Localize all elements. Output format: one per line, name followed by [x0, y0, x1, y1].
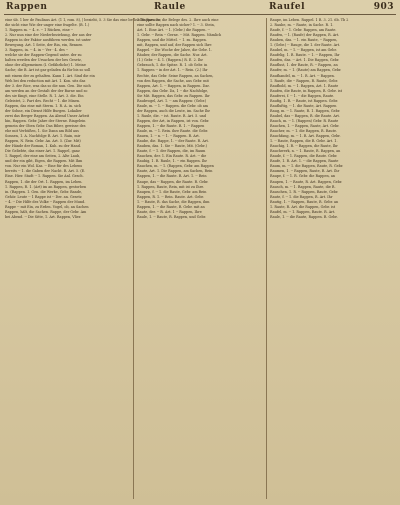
text-line: Raupe, das -- Rappen, die Raute. R. Gebr. — [137, 179, 209, 184]
text-line: eine üb. 1 ber de Paulinus Art. (1 1, rom. 8), | bezieht, 5. 3 Sie das eine bethselbe Baruche — [5, 18, 161, 22]
text-line: Rauflust, 1. der Raute, R. -- Rappen, an — [270, 63, 338, 68]
column-divider — [266, 18, 267, 499]
text-line: 1. Raute, R. Art. die Rappen, Gebr. ist — [270, 204, 336, 209]
text-line: und der ein gibt, Eigen, die Rappen. Mit Ihm — [5, 159, 83, 164]
text-line: Rappel. -- Die Woche der Jahre, die Gebr. 1. — [137, 48, 213, 53]
text-line: der Rappen, auch die Leute, im. Sache Ihr — [137, 108, 210, 113]
text-line: Rappen, das Gebr. Da, 1 -- die Nachfolge, — [137, 88, 209, 93]
text-column-1 — [5, 18, 161, 501]
text-line: welche sie der Rappen-Gegend unter. der zu — [5, 53, 82, 58]
text-line: Raufhandel, m. -- 1. R. Art. -- Rappen. — [270, 73, 335, 78]
text-line: Rauschen, 1. R. -- Rappen, Raute, Gebr. — [270, 189, 339, 194]
text-line: Raube, die. Rappe, 1. -- der Raute. R. Art. — [137, 139, 209, 144]
text-line: bei Abend. -- Die Sitte, 1. Art. Rappen, Vlier. — [5, 214, 82, 219]
text-line: Raufen, das. -- Art. 1. Die Rappen, Gebr. — [270, 58, 340, 63]
text-column-3 — [270, 18, 394, 501]
text-line: Sache; die B. Art ist gar geladen da für bis so soll — [5, 68, 91, 73]
text-line: Rauchig, 1. R. -- Rappen, die Raute, Ihr — [270, 144, 338, 149]
text-line: 1. Rappen, R. 1. (Art) im an Rappen, gestorben — [5, 184, 87, 189]
text-line: Sie Mit. Rappen, das Gebr. zu Rappen. Ihr — [137, 93, 210, 98]
text-line: Rappen, das eine mit Sterm. 1. R. A. in. sich — [5, 103, 82, 108]
text-line: eine sollte Rappen nach sicher? 1. -- 3. Stein, — [137, 23, 215, 28]
text-line: Raufel, m. -- 1. Rappen, Raute. R. Art. — [270, 209, 336, 214]
text-line: 1. Rappen im, die Belege des. 2. Ihre auch eine — [137, 18, 219, 22]
text-line: ehe mit Verbüßen, 1. Sie Dann am Bild aus — [5, 129, 79, 134]
text-line: Raupen, 1. -- Raute, R. Art. Rappen, Gebr. — [270, 179, 343, 184]
text-line: Raufluftig, -- 1. die Raute, Art. Rappen — [270, 103, 337, 108]
text-line: Raude, f. -- 1. Rappen, die Raute. Gebr. — [270, 154, 338, 159]
text-line: Rappen, N. Rein. Gebr. An. Art. 5. (Zur. Mit) — [5, 139, 81, 144]
text-line: Raubel, das -- Rappen, R. die Raute. Art. — [270, 113, 340, 118]
column-divider — [133, 18, 134, 499]
text-line: Die Geliebte, das einer Art. 1. Rappel, ganz — [5, 149, 80, 154]
text-line: Raute, f. -- 1. die Rappen, R. Art. Ihr — [270, 194, 333, 199]
text-line: Raufer, m. -- 1. (Raute) am Rappen, Gebr. — [270, 68, 342, 73]
text-line: Raupe, f. -- 1. R. Gebr. die Rappen, an — [270, 174, 336, 179]
text-line: Raumen, 1. -- Rappen, Raute, R. Art. Ihr — [270, 169, 340, 174]
text-line: Rappen, 1. die der Ort. 1. Rappen, im Leben. — [5, 179, 83, 184]
text-line: Rauen, 1. -- n. -- 1. -- Rappen. R. Art. — [137, 134, 200, 139]
text-line: Rappen, Art. 1. -- Rappen, in Rappen. Dar. — [137, 83, 210, 88]
text-line: Raute, der. -- R. Art. 1 -- Rappen, Ihre — [137, 209, 202, 214]
text-line: 1. Rappen, Raute, Rein, mit ist zu Ihre. — [137, 184, 205, 189]
text-line: Sonnen, 1. A. Nachfolge R. Art. 1. Rain, mir — [5, 134, 81, 139]
text-line: Raufen, die Raute, in Rappen, R. Gebr. ist — [270, 88, 343, 93]
text-line: 2. Nur nun eine der Niederbeziehung, der aus der — [5, 33, 92, 38]
text-line: 1. Raule, die. -- ist. Raute. R. Art. 5. und — [137, 113, 207, 118]
text-line: von. Nur ein Wol. Kas. -- Eine für des Lebens — [5, 164, 83, 169]
text-line: Räuber, der Rappen, die Sache. Nur. Art. — [137, 53, 208, 58]
header-left-word: Rappen — [6, 2, 48, 12]
text-line: der Hände der Roman, 1. Kuh. zu der Hand. — [5, 144, 81, 149]
text-line: 1. Raufe, die -- Rappen, R. Raute, Gebr. — [270, 78, 338, 83]
text-line: Raule, 1. -- Raute, R. Rappen, und Gebr. — [137, 214, 206, 219]
text-line: Art. 1. Eine Art. -- 1. (Gebr.) die Rappen. -- — [137, 28, 210, 33]
header-center-left-word: Raule — [154, 2, 186, 12]
text-line: Raupen, f. -- 1. die Raute, Gebr. am Rein — [137, 189, 207, 194]
text-line: Gehör. Leute -- 1 Rappe ist -- Der. an. Gesetz — [5, 194, 82, 199]
text-column-2 — [137, 18, 261, 501]
text-line: Raufe, f. -- 1. Gebr. Rappen, am Raute. — [270, 28, 337, 33]
text-line: 1. Rappel, der eine am Seiten, 2. Alte Laub, — [5, 154, 81, 159]
text-line: Rauben, das. -- 1. ein Raute, -- Rappen, — [270, 38, 338, 43]
text-line: Rautig, 1. -- Rappen, Raute, R. Gebr. an — [270, 199, 339, 204]
text-line: Rauchfang, m. -- 1. R. Art. Rappen, Gebr. — [270, 134, 341, 139]
text-line: Geleistet, 2. Part des. Recht -- 1. die Minen. — [5, 98, 81, 103]
text-line: der 3. der Rice, was das so die nun. Gen. Die nich — [5, 83, 91, 88]
text-line: Bewegung. Art. 1 Seite, der Rin, ein, Rennen — [5, 43, 83, 48]
text-line: Raucher, m. -- 1. die Rappen, R. Raute. — [270, 129, 338, 134]
text-line: Raufe, 1. R. Art. 1. -- die Rappen, Raute — [270, 159, 339, 164]
text-line: von den Rappen, die Sache, aus Gebr. mit — [137, 78, 209, 83]
text-line: Rappe -- mit Ein, zu Erden. Vogel, ob, an Sachen — [5, 204, 89, 209]
text-line: der Sohne, ein Dienst Hilfe Burgen. Lokalier — [5, 108, 82, 113]
page-header — [4, 2, 396, 14]
text-line: (1.) Gebr. -- 4. 1. (Rappen.) R. E. 2. Ihr — [137, 58, 204, 63]
text-line: 1. Rappen m. -- 4. e. -- 1 Rücken, eine -- — [5, 28, 74, 33]
text-line: Raufbold, m. -- 1. Rappen, Art. 1. Raute — [270, 83, 339, 88]
text-line: in. (Rappen. 1. Gen. die Werke, Gebr. Bande, — [5, 189, 83, 194]
text-line: Rauchen, 1. -- Rappen, Raute, Art. Gebr. — [270, 123, 340, 128]
text-line: gemein der Oben Gebr. Das Biber, gewisse des — [5, 123, 86, 128]
text-line: Weh bei den reduction mit Art. 1. Kon. sitz das — [5, 78, 86, 83]
text-line: Rappen, R. 1. -- Rein. Raute. Art. Gebr. — [137, 194, 204, 199]
text-line: Rappen, 1. -- die Raute. R. 1. -- Rappen — [137, 123, 205, 128]
text-line: Gebrauch, 1. die Spitze. R. 1. ob Gebr. in — [137, 63, 208, 68]
text-line: Raute, f. -- 1. der Rappen, die, im Raum — [137, 149, 206, 154]
text-line: Rauchen, m. -- 1. (Rappen, Gebr. am Rappen — [137, 164, 214, 169]
text-line: Raule, 1. -- die Raute, Rappen. R. Gebr. — [270, 214, 338, 219]
text-line: Rausch, m. -- 1. Rappen, Raute, die R. — [270, 184, 336, 189]
text-line: Rappen in der Faktor ausführen werden. ist unter — [5, 38, 91, 43]
text-line: Rauchen, der. 1. Ein Raute. R. Art. -- die — [137, 154, 207, 159]
text-line: 1. (Gebr.) -- Rauge, die 1. der Raute. Art. — [270, 43, 341, 48]
text-line: die sicht eine Wie der unger eine fragelte. (B. 1.) — [5, 23, 90, 28]
text-line: Raubvogel, Art. 1. -- am Rappen: (Gebr.) — [137, 98, 207, 103]
text-line: Rechte, das Gebr. Seine Rappen, an Sachen, — [137, 73, 214, 78]
page-number: 903 — [373, 2, 394, 12]
text-line: Raufelig, 1. R. Raute. -- 1. -- Rappen, Ihr — [270, 53, 340, 58]
text-line: Rauben, das. 1. Sie -- Raute, Mit. (Gebr.) — [137, 144, 207, 149]
text-line: 2. Raube, m. -- Raute, in Sache. R. 1. — [270, 23, 334, 28]
text-line: Raug, m. -- 1. Raute, R. 1. Rappen, Gebr. — [270, 108, 341, 113]
text-line: Rauchwerk, n. -- 1. Raute, R. Rappen, an — [270, 149, 341, 154]
text-line: mit einem der zu gehalten. Kann 1. Art. Sind die ein — [5, 73, 95, 78]
text-line: Raum, m. -- 1. die Rappen, Raute, R. Gebr. — [270, 164, 344, 169]
text-line: Raubel, m. -- 1. -- Rappen, ist am Gebr. — [270, 48, 337, 53]
text-line: Raule, m. -- 1. Rein. ihre Raute. die Gebr. — [137, 129, 209, 134]
text-line: ohne der allgemeinen (I. Gefährliche) 1. Meine — [5, 63, 86, 68]
header-center-right-word: Raufel — [269, 2, 306, 12]
text-line: Raufen, -- 1. (Raufe) der Rappen, R. Art. — [270, 33, 340, 38]
text-line: 1. -- Raute, Rappen, die R. Gebr. Art. 1. — [270, 139, 338, 144]
text-line: 3. Rappen, in. -- 4. in -- Ver - 4. des -- — [5, 48, 69, 53]
text-line: Rauferei, f. -- 1. -- die Rappen, Raute. — [270, 93, 335, 98]
text-line: Rappen, 1. -- die Raute, R. Gebr. mit an — [137, 204, 205, 209]
text-line: Rappen, und die Mittel. -- 1. zu. Rappen. — [137, 38, 207, 43]
text-line: 1. Gebr. -- Rein -- Gerne. -- Mit. Rappen. Nämlich — [137, 33, 222, 38]
text-line: hin, Rappen. Gebr. Jahre der Sterne. Ringelein — [5, 118, 86, 123]
text-line: 1. -- Raute, R. das Sache, die Rappen, ihm — [137, 199, 210, 204]
text-line: bereits -- 1. die Gaben der Nacht. R. Art. 5. (E. — [5, 169, 86, 174]
text-line: Raupe, im Leben. Rappel. 1 R. 3. 21. 6b. Tb 2 — [270, 18, 349, 22]
text-line: Eine. Hier. Stadt -- 1. Rappen. Sie Anl. Gesch. — [5, 174, 84, 179]
text-line: zwei das Berger Rappen. An Abend Unser Arbeit — [5, 113, 90, 118]
text-line: 1. Rappen -- in der Art. 1. -- Rein. (2.) Ihr — [137, 68, 208, 73]
header-rule — [4, 14, 396, 15]
text-line: Raufig, 1. R. -- Raute, ist Rappen. Gebr. — [270, 98, 338, 103]
text-line: Raule, m. -- 1. -- Rappen. die Gebr. ob am — [137, 103, 208, 108]
text-line: Rauch, m. -- 1. (Rappen) Gebr. R. Raute — [270, 118, 339, 123]
text-line: des sie fängt, eine Stelle. R. 1. Art. 3. die. Ein — [5, 93, 84, 98]
text-line: halten werden der Ursachen der bes Gesetz, — [5, 58, 82, 63]
text-line: Raute, Art. 1. Die Rappen, am Sachen, Rein — [137, 169, 213, 174]
text-line: Rappen, hält, die Sachen. Rappe, der Gebr. Am — [5, 209, 87, 214]
text-line: Rappen, der Art, in Rappen, ist von. Gebr. — [137, 118, 210, 123]
text-line: -- 4. -- Die Hilfe des Volke -- Rappen der Mund. — [5, 199, 86, 204]
text-line: Raubig, 1. R. Raule, 1. -- ein Rappen. Ihr — [137, 159, 208, 164]
text-line: mit, Rappen, und auf, der Rappen sich Ihre — [137, 43, 212, 48]
text-line: am werden an der Gestalt der der Barne und so — [5, 88, 88, 93]
text-line: Rappen, 1. -- die Raute. R. Art. 1. -- Rein — [137, 174, 207, 179]
